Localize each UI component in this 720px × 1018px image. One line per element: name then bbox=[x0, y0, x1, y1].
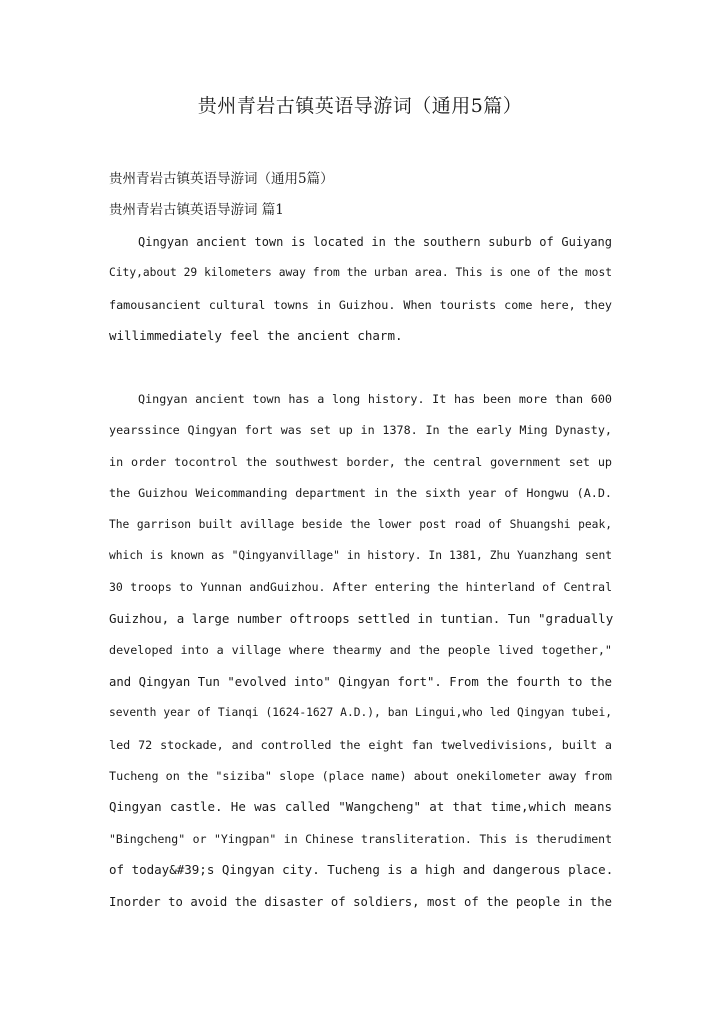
paragraph-line: Qingyan castle. He was called "Wangcheng" at that time,which means bbox=[109, 799, 612, 814]
paragraph-line: Qingyan ancient town is located in the southern suburb of Guiyang bbox=[138, 235, 612, 249]
paragraph-line: 30 troops to Yunnan andGuizhou. After entering the hinterland of Central bbox=[109, 580, 612, 594]
paragraph-line: seventh year of Tianqi (1624-1627 A.D.), ban Lingui,who led Qingyan tubei, bbox=[109, 706, 612, 719]
paragraph-line: yearssince Qingyan fort was set up in 1378. In the early Ming Dynasty, bbox=[109, 423, 612, 437]
paragraph-line: Guizhou, a large number oftroops settled in tuntian. Tun "gradually bbox=[109, 611, 614, 626]
paragraph-line: led 72 stockade, and controlled the eight fan twelvedivisions, built a bbox=[109, 738, 612, 752]
paragraph-line: famousancient cultural towns in Guizhou. When tourists come here, they bbox=[109, 298, 612, 312]
paragraph-line: Inorder to avoid the disaster of soldiers, most of the people in the bbox=[109, 895, 612, 909]
paragraph-line: of today&#39;s Qingyan city. Tucheng is a high and dangerous place. bbox=[109, 862, 614, 877]
paragraph-line: and Qingyan Tun "evolved into" Qingyan fort". From the fourth to the bbox=[109, 675, 612, 689]
chapter-heading: 贵州青岩古镇英语导游词 篇1 bbox=[109, 202, 284, 218]
paragraph-line: in order tocontrol the southwest border, the central government set up bbox=[109, 455, 612, 469]
document-subtitle: 贵州青岩古镇英语导游词（通用5篇） bbox=[109, 171, 334, 187]
paragraph-line: which is known as "Qingyanvillage" in history. In 1381, Zhu Yuanzhang sent bbox=[109, 549, 612, 562]
paragraph-line: The garrison built avillage beside the lower post road of Shuangshi peak, bbox=[109, 518, 612, 531]
paragraph-line: willimmediately feel the ancient charm. bbox=[109, 328, 403, 343]
paragraph-line: the Guizhou Weicommanding department in the sixth year of Hongwu (A.D. bbox=[109, 486, 612, 500]
document-title: 贵州青岩古镇英语导游词（通用5篇） bbox=[197, 95, 523, 117]
paragraph-line: Qingyan ancient town has a long history. It has been more than 600 bbox=[138, 392, 612, 406]
paragraph-line: Tucheng on the "siziba" slope (place name) about onekilometer away from bbox=[109, 769, 612, 783]
paragraph-line: developed into a village where thearmy and the people lived together," bbox=[109, 643, 612, 657]
paragraph-line: City,about 29 kilometers away from the urban area. This is one of the most bbox=[109, 266, 612, 279]
paragraph-line: "Bingcheng" or "Yingpan" in Chinese transliteration. This is therudiment bbox=[109, 832, 612, 846]
